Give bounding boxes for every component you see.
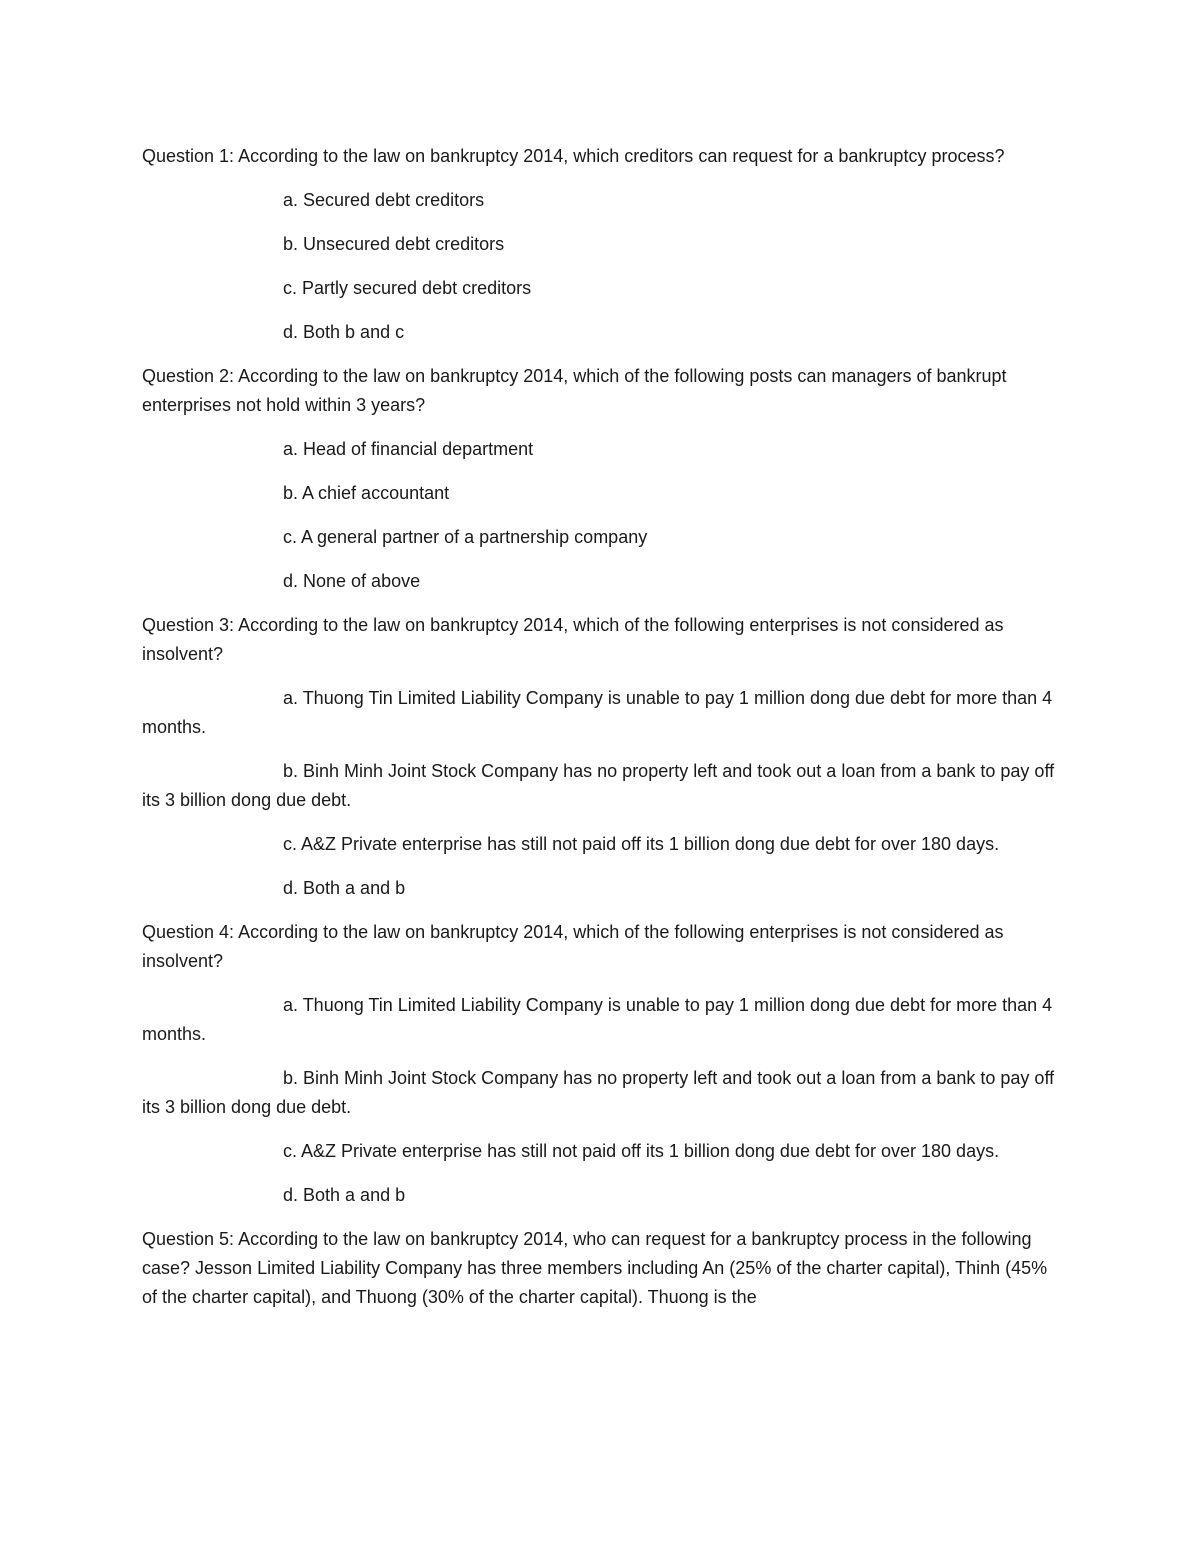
question-1-option-a: a. Secured debt creditors — [283, 190, 485, 210]
question-4: Question 4: According to the law on bankruptcy 2014, which of the following enterprises is not considered as insolvent? — [142, 922, 1004, 971]
question-5: Question 5: According to the law on bankruptcy 2014, who can request for a bankruptcy process in the following case? Jesson Limited Liability Company has three members including An (25% of the charter capital), Thinh (45% of the charter capital), and Thuong (30% of the charter capital). Thuong is the — [142, 1229, 1048, 1307]
question-1-option-c: c. Partly secured debt creditors — [283, 278, 532, 298]
question-3-option-b: b. Binh Minh Joint Stock Company has no property left and took out a loan from a bank to pay off its 3 billion dong due debt. — [142, 761, 1055, 810]
question-2-option-d: d. None of above — [283, 571, 421, 591]
question-4-option-a: a. Thuong Tin Limited Liability Company is unable to pay 1 million dong due debt for more than 4 months. — [142, 995, 1053, 1044]
question-2-option-b: b. A chief accountant — [283, 483, 450, 503]
question-1-option-d: d. Both b and c — [283, 322, 405, 342]
question-3-option-d: d. Both a and b — [283, 878, 406, 898]
question-1: Question 1: According to the law on bankruptcy 2014, which creditors can request for a bankruptcy process? — [142, 146, 1005, 166]
question-1-option-b: b. Unsecured debt creditors — [283, 234, 505, 254]
question-2: Question 2: According to the law on bankruptcy 2014, which of the following posts can managers of bankrupt enterprises not hold within 3 years? — [142, 366, 1007, 415]
question-2-option-a: a. Head of financial department — [283, 439, 534, 459]
question-4-option-d: d. Both a and b — [283, 1185, 406, 1205]
document-body — [142, 142, 1060, 1312]
question-2-option-c: c. A general partner of a partnership company — [283, 527, 648, 547]
question-4-option-c: c. A&Z Private enterprise has still not paid off its 1 billion dong due debt for over 180 days. — [283, 1141, 1000, 1161]
question-3-option-c: c. A&Z Private enterprise has still not paid off its 1 billion dong due debt for over 180 days. — [283, 834, 1000, 854]
question-3-option-a: a. Thuong Tin Limited Liability Company is unable to pay 1 million dong due debt for more than 4 months. — [142, 688, 1053, 737]
question-3: Question 3: According to the law on bankruptcy 2014, which of the following enterprises is not considered as insolvent? — [142, 615, 1004, 664]
question-4-option-b: b. Binh Minh Joint Stock Company has no property left and took out a loan from a bank to pay off its 3 billion dong due debt. — [142, 1068, 1055, 1117]
